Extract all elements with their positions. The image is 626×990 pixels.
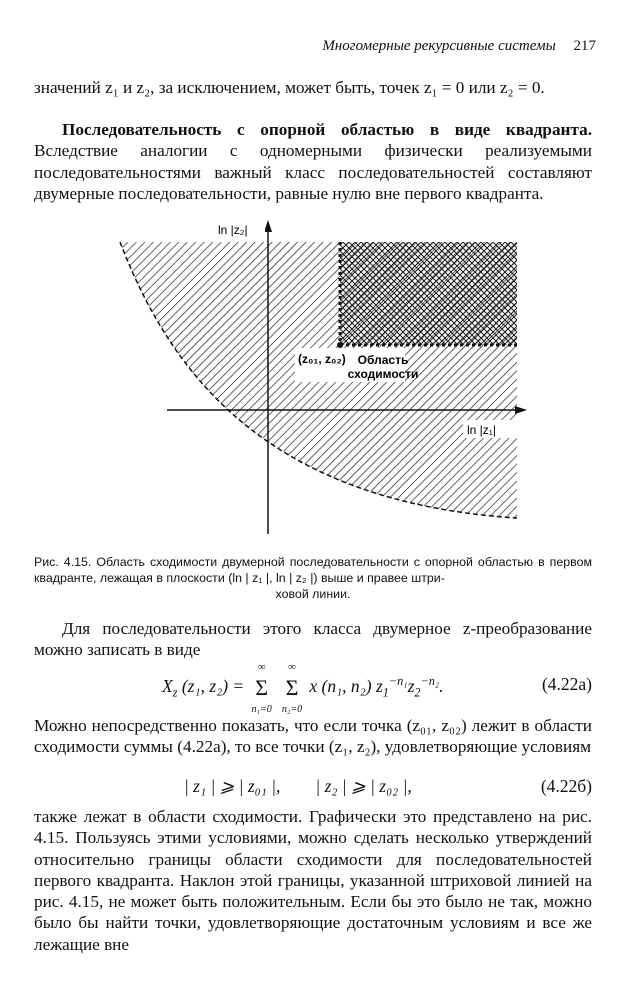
paragraph-2-body: Вследствие аналогии с одномерными физически реализуемыми последовательностями важный класс последовательностей составляют двумерные последовательности, равные нулю вне первого квадранта. bbox=[34, 141, 592, 203]
point-label: (z₀₁, z₀₂) bbox=[298, 352, 346, 366]
figure-caption bbox=[34, 554, 592, 602]
page-number: 217 bbox=[573, 38, 596, 54]
region-label-line1: Область bbox=[357, 353, 409, 367]
paragraph-4: Можно непосредственно показать, что если точка (z₀₁, z₀₂) лежит в области сходимости суммы (4.22a), то все точки (z₁, z₂), удовлетворяющие условиям bbox=[34, 716, 592, 757]
equation-4-22b-number: (4.22б) bbox=[540, 776, 592, 796]
paragraph-5: также лежат в области сходимости. Графически это представлено на рис. 4.15. Пользуясь этими условиями, можно сделать несколько утверждений относительно границы области сходимости для последовательностей первого квадранта. Наклон этой границы, указанной штриховой линией на рис. 4.15, не может быть положительным. Если бы это было не так, можно было бы найти точки, удовлетворяющие достаточным условиям и все же лежащие вне bbox=[34, 807, 592, 954]
section-heading: Последовательность с опорной областью в виде квадранта. bbox=[62, 120, 592, 139]
caption-main: Рис. 4.15. Область сходимости двумерной последовательности с опорной областью в первом квадранте, лежащая в плоскости (ln | z₁ |, ln | z₂ |) выше и правее штри- bbox=[34, 555, 592, 585]
equation-4-22a-number: (4.22a) bbox=[541, 674, 592, 694]
paragraph-3: Для последовательности этого класса двумерное z-преобразование можно записать в виде bbox=[34, 619, 592, 660]
point-z01-z02 bbox=[337, 342, 343, 348]
y-axis-label: ln |z₂| bbox=[218, 223, 248, 237]
running-header bbox=[322, 38, 596, 55]
y-axis-arrow bbox=[264, 220, 272, 232]
paragraph-1: значений z₁ и z₂, за исключением, может быть, точек z₁ = 0 или z₂ = 0. bbox=[34, 78, 545, 97]
equation-4-22b bbox=[34, 776, 592, 798]
equation-4-22a bbox=[34, 660, 592, 715]
paragraph-2 bbox=[34, 119, 592, 204]
region-label-line2: сходимости bbox=[347, 367, 419, 381]
equation-4-22b-formula: | z₁ | ⩾ | z₀₁ |, | z₂ | ⩾ | z₀₂ |, bbox=[184, 776, 412, 796]
sum-n1: ∞ Σ n₁=0 bbox=[251, 660, 272, 715]
caption-last-line: ховой линии. bbox=[275, 587, 351, 601]
quadrant-region-crosshatched bbox=[340, 242, 517, 345]
running-title: Многомерные рекурсивные системы bbox=[322, 38, 556, 54]
x-axis-arrow bbox=[515, 406, 527, 414]
equation-4-22a-formula: $X_z$ (z₁, z₂) = ∞ Σ n₁=0 ∞ Σ n₂=0 x (n₁, n₂) $z_1^{-n_1}z_2^{-n_2}$. bbox=[162, 660, 444, 715]
sum-n2: ∞ Σ n₂=0 bbox=[281, 660, 303, 715]
x-axis-label: ln |z₁| bbox=[467, 423, 496, 437]
figure-4-15 bbox=[115, 212, 535, 552]
